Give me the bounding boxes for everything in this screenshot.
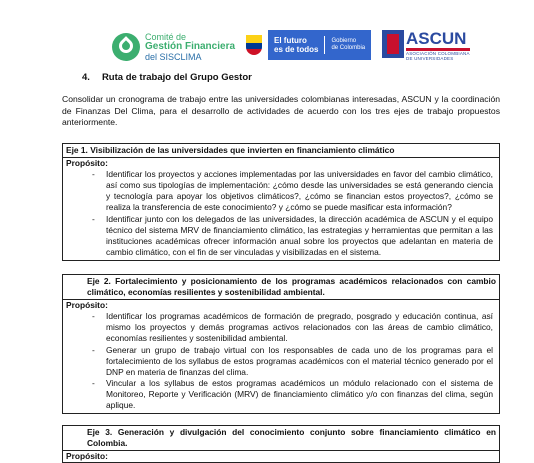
comite-line1: Comité de [145, 32, 187, 42]
ascun-mark-icon [382, 30, 404, 58]
gov-sub-line1: Gobierno [331, 38, 357, 44]
ascun-sub2: DE UNIVERSIDADES [406, 56, 454, 61]
eje-1-proposito: Propósito: [66, 158, 108, 169]
gov-sub-text [331, 38, 365, 52]
list-item: - Identificar los programas académicos de formación de pregrado, posgrado y educación continua, así mismo los proyectos y demás programas activos relacionados con las áreas de cambio climático, economías resilientes y sostenibilidad ambiental. [63, 311, 493, 344]
gov-main-line1: El futuro [274, 36, 307, 45]
eje-1-title: Eje 1. Visibilización de las universidades que invierten en financiamiento climático [63, 144, 499, 158]
eje-2-proposito: Propósito: [66, 300, 108, 311]
list-item: - Vincular a los syllabus de estos programas académicos un módulo relacionado con el sistema de Monitoreo, Reporte y Verificación (MRV) de financiamiento climático y/o con finanzas del clima, según aplique. [63, 378, 493, 411]
ascun-sub1: ASOCIACIÓN COLOMBIANA [406, 51, 470, 56]
section-title [82, 72, 252, 83]
eje-2-box [62, 274, 500, 414]
eje-2-title: Eje 2. Fortalecimiento y posicionamiento de los programas académicos relacionados con cambio climático, economías resilientes y sostenibilidad ambiental. [63, 275, 499, 300]
coat-of-arms-icon [244, 31, 264, 59]
gov-main-text [274, 36, 325, 54]
list-item: - Generar un grupo de trabajo virtual con los responsables de cada uno de los programas para el fortalecimiento de los syllabus de estos programas académicos con el material técnico generado por el DNP en materia de finanzas del clima. [63, 345, 493, 378]
gobierno-box [268, 30, 371, 60]
ascun-logo-text [406, 30, 470, 61]
eje-1-list [63, 169, 499, 260]
intro-paragraph: Consolidar un cronograma de trabajo entre las universidades colombianas interesadas, ASCUN y la coordinación de Finanzas Del Clima, para el desarrollo de actividades de acuerdo con los tres ejes de trabajo propuestos anteriormente. [62, 94, 500, 128]
comite-logo [112, 32, 235, 62]
comite-line2: Gestión Financiera [145, 41, 236, 52]
eje-3-proposito: Propósito: [66, 451, 108, 462]
section-title-text: Ruta de trabajo del Grupo Gestor [101, 72, 252, 83]
gov-main-line2: es de todos [274, 45, 319, 54]
list-item: - Identificar los proyectos y acciones implementadas por las universidades en favor del cambio climático, así como sus tipologías de implementación: ¿cómo desde las universidades se está generando ciencia y tecnología para apoyar los objetivos climáticos?, ¿cómo se financian estos proyectos?, ¿cómo se realiza la transferencia de este conocimiento? y ¿cómo se puede masificar esta información? [63, 169, 493, 213]
list-item: - Identificar junto con los delegados de las universidades, la dirección académica de ASCUN y el equipo técnico del sistema MRV de financiamiento climático, las estrategias y herramientas que permitan a las instituciones académicas ofrecer información anual sobre los proyectos que adelantan en materia de cambio climático, con el fin de ser vinculadas y visibilizadas en el sistema. [63, 214, 493, 258]
section-number: 4. [82, 72, 90, 83]
comite-logo-text [145, 32, 235, 62]
eje-1-box [62, 143, 500, 261]
leaf-icon [112, 33, 140, 61]
gobierno-logo [244, 30, 371, 60]
eje-2-list [63, 311, 499, 413]
eje-3-box [62, 425, 500, 463]
comite-line3: del SISCLIMA [145, 52, 202, 62]
ascun-name: ASCUN [406, 30, 470, 51]
eje-3-title: Eje 3. Generación y divulgación del conocimiento conjunto sobre financiamiento climático en Colombia. [63, 426, 499, 451]
header-logos [0, 30, 534, 76]
gov-sub-line2: de Colombia [331, 45, 366, 51]
ascun-logo [382, 30, 470, 61]
